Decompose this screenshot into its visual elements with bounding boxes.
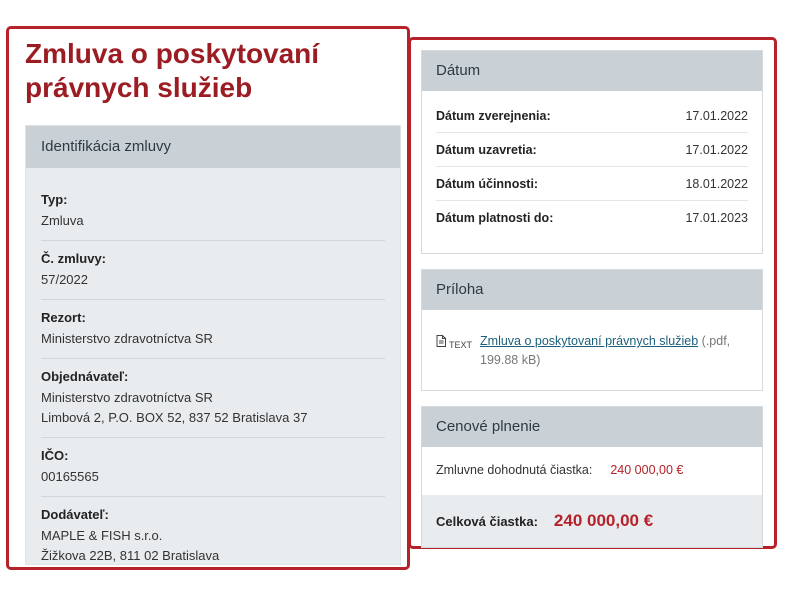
attachment-box: [421, 269, 763, 391]
date-row-published: [436, 99, 748, 133]
total-amount-label: Celková čiastka:: [436, 513, 538, 529]
dates-list: [422, 91, 762, 235]
total-amount-row: [422, 495, 762, 547]
field-value-address: Žižkova 22B, 811 02 Bratislava: [41, 548, 220, 563]
attachment-size: 199.88 kB): [480, 353, 541, 367]
field-ico: [41, 438, 385, 497]
dates-box: [421, 50, 763, 254]
agreed-amount-label: Zmluvne dohodnutá čiastka:: [436, 463, 593, 477]
total-amount-value: 240 000,00 €: [553, 511, 654, 530]
contract-details-frame: [408, 37, 777, 549]
date-row-effective: [436, 167, 748, 201]
date-value: 18.01.2022: [685, 176, 748, 191]
identification-panel: [25, 125, 401, 565]
date-row-valid-until: [436, 201, 748, 235]
date-value: 17.01.2022: [685, 108, 748, 123]
field-label: Dodávateľ:: [41, 507, 109, 522]
field-value-address: Limbová 2, P.O. BOX 52, 837 52 Bratislava 37: [41, 410, 308, 425]
attachment-type-label: TEXT: [449, 340, 473, 350]
contract-identification-frame: [6, 26, 410, 570]
field-value: Ministerstvo zdravotníctva SR: [41, 331, 213, 346]
identification-body: [26, 168, 400, 565]
date-label: Dátum účinnosti:: [436, 176, 539, 191]
field-department: [41, 300, 385, 359]
date-value: 17.01.2023: [685, 211, 748, 225]
agreed-amount-value: 240 000,00 €: [610, 463, 684, 477]
field-label: Typ:: [41, 192, 68, 207]
identification-heading: Identifikácia zmluvy: [26, 126, 400, 168]
attachment-heading: Príloha: [422, 270, 762, 310]
dates-heading: Dátum: [422, 51, 762, 91]
field-label: Objednávateľ:: [41, 369, 129, 384]
field-client: [41, 359, 385, 438]
attachment-item: [422, 310, 762, 370]
field-supplier: [41, 497, 385, 565]
field-label: Rezort:: [41, 310, 86, 325]
field-value: 57/2022: [41, 272, 88, 287]
field-value: 00165565: [41, 469, 99, 484]
price-heading: Cenové plnenie: [422, 407, 762, 447]
page-title: Zmluva o poskytovaní právnych služieb: [25, 38, 320, 103]
date-label: Dátum zverejnenia:: [436, 108, 551, 123]
field-contract-number: [41, 241, 385, 300]
attachment-download-link[interactable]: Zmluva o poskytovaní právnych služieb: [480, 334, 699, 348]
field-label: IČO:: [41, 448, 69, 463]
attachment-format: (.pdf,: [698, 334, 731, 348]
date-row-concluded: [436, 133, 748, 167]
pdf-file-icon: [436, 332, 472, 370]
field-value: Ministerstvo zdravotníctva SR: [41, 390, 213, 405]
field-value: MAPLE & FISH s.r.o.: [41, 528, 163, 543]
price-box: [421, 406, 763, 548]
field-type: [41, 182, 385, 241]
field-label: Č. zmluvy:: [41, 251, 107, 266]
field-value: Zmluva: [41, 213, 84, 228]
attachment-text: [480, 332, 730, 370]
agreed-amount-row: [422, 447, 762, 495]
date-value: 17.01.2022: [685, 142, 748, 157]
date-label: Dátum platnosti do:: [436, 211, 554, 225]
date-label: Dátum uzavretia:: [436, 142, 537, 157]
